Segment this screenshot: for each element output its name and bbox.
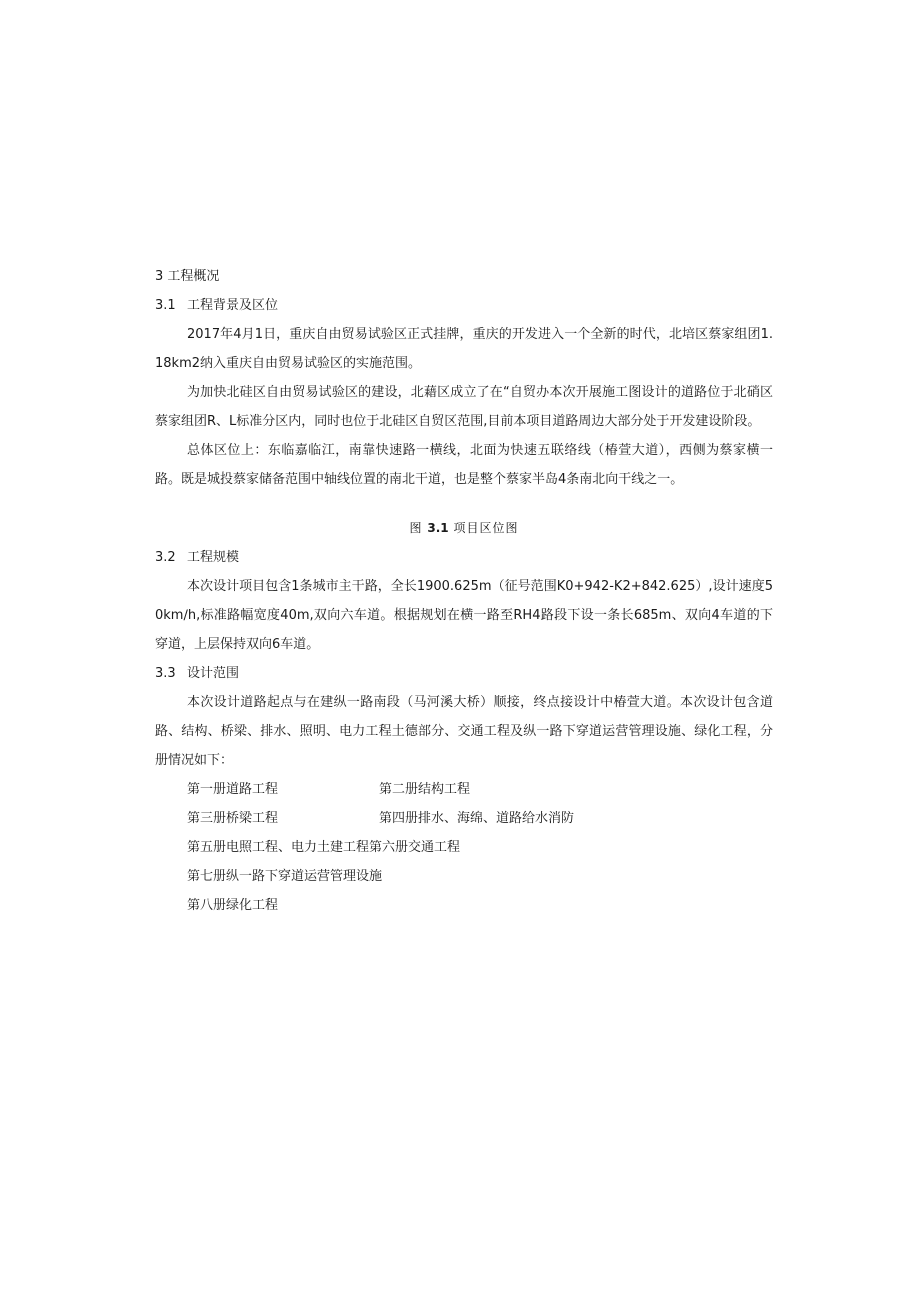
figure-caption	[155, 514, 773, 543]
volume-item: 第四册排水、海绵、道路给水消防	[379, 811, 575, 826]
volume-list-row	[155, 775, 773, 804]
figure-caption-number: 3.1	[427, 521, 449, 535]
section-number: 3.1	[155, 298, 176, 313]
section-heading-3-2	[155, 543, 773, 572]
volume-item: 第三册桥梁工程	[187, 811, 279, 826]
paragraph: 总体区位上：东临嘉临江，南靠快速路一横线，北面为快速五联络线（椿萱大道），西侧为蔡家横一路。既是城投蔡家储备范围中轴线位置的南北干道，也是整个蔡家半岛4条南北向干线之一。	[155, 443, 773, 487]
section-heading-3-1	[155, 291, 773, 320]
document-body	[155, 262, 773, 920]
volume-item: 第八册绿化工程	[187, 898, 279, 913]
figure-caption-text: 项目区位图	[453, 521, 519, 535]
volume-item: 第七册纵一路下穿道运营管理设施	[187, 869, 383, 884]
chapter-title: 3 工程概况	[155, 269, 220, 284]
volume-item: 第一册道路工程	[187, 782, 279, 797]
section-number: 3.2	[155, 550, 176, 565]
volume-list-row	[155, 833, 773, 862]
volume-list-row	[155, 862, 773, 891]
section-title: 设计范围	[187, 666, 240, 681]
paragraph: 2017年4月1日，重庆自由贸易试验区正式挂牌，重庆的开发进入一个全新的时代，北培区蔡家组团1.18km2纳入重庆自由贸易试验区的实施范围。	[155, 327, 773, 371]
section-heading-3-3	[155, 659, 773, 688]
paragraph: 本次设计道路起点与在建纵一路南段（马河溪大桥）顺接，终点接设计中椿萱大道。本次设计包含道路、结构、桥梁、排水、照明、电力工程土德部分、交通工程及纵一路下穿道运营管理设施、绿化工程，分册情况如下：	[155, 695, 773, 768]
paragraph: 本次设计项目包含1条城市主干路，全长1900.625m（征号范围K0+942-K2+842.625）,设计速度50km∕h,标准路幅宽度40m,双向六车道。根据规划在横一路至RH4路段下设一条长685m、双向4车道的下穿道，上层保持双向6车道。	[155, 579, 773, 652]
section-title: 工程规模	[187, 550, 240, 565]
paragraph: 为加快北硅区自由贸易试验区的建设，北藉区成立了在“自贸办本次开展施工图设计的道路位于北硝区蔡家组团R、L标准分区内，同时也位于北硅区自贸区范围,目前本项目道路周边大部分处于开发建设阶段。	[155, 385, 773, 429]
section-title: 工程背景及区位	[187, 298, 279, 313]
section-number: 3.3	[155, 666, 176, 681]
figure-caption-prefix: 图	[409, 521, 423, 535]
volume-item: 第二册结构工程	[379, 782, 471, 797]
volume-item: 第五册电照工程、电力土建工程第六册交通工程	[187, 840, 461, 855]
volume-list-row	[155, 804, 773, 833]
volume-list-row	[155, 891, 773, 920]
